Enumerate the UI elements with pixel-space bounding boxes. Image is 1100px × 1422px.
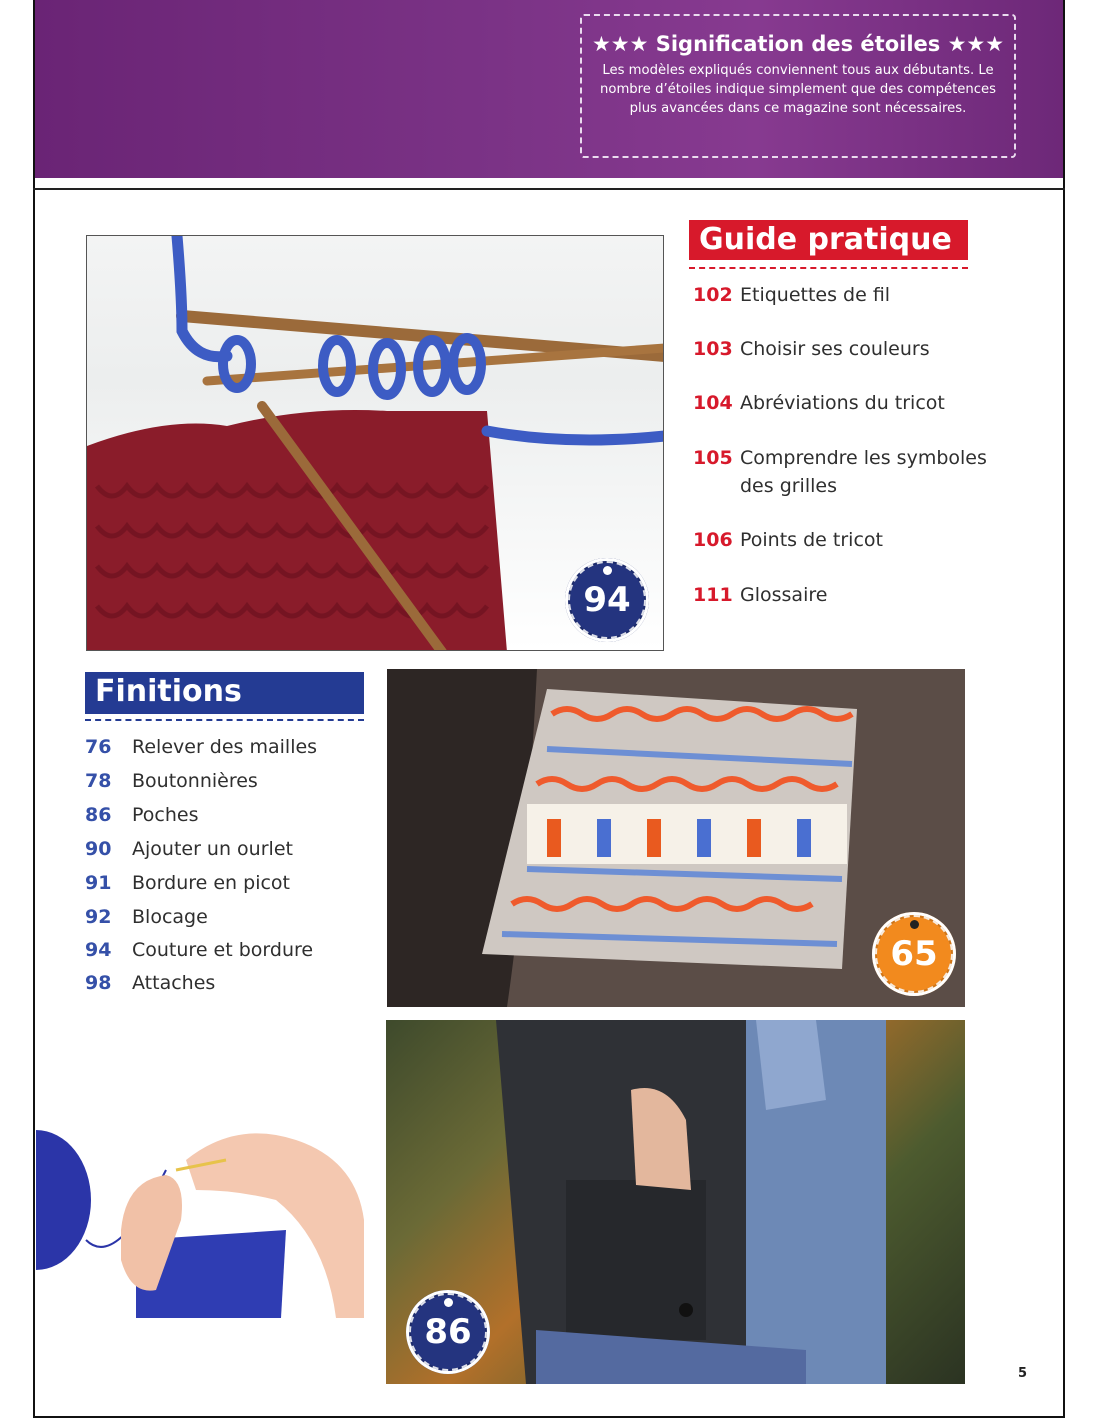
topic-label: Ajouter un ourlet (132, 838, 293, 860)
finitions-heading: Finitions (85, 672, 364, 714)
guide-divider (689, 267, 968, 269)
page-number: 86 (85, 804, 112, 826)
page-number: 91 (85, 872, 112, 894)
topic-label: Attaches (132, 972, 216, 994)
page-number: 106 (693, 529, 733, 551)
topic-label: Comprendre les symboles (740, 447, 987, 469)
topic-label: Poches (132, 804, 199, 826)
page-number: 111 (693, 584, 733, 606)
badge-dot (910, 920, 919, 929)
page-number: 76 (85, 736, 112, 758)
topic-label: Bordure en picot (132, 872, 290, 894)
finitions-divider (85, 719, 364, 721)
topic-label: Abréviations du tricot (740, 392, 945, 414)
page-number: 104 (693, 392, 733, 414)
topic-label: Boutonnières (132, 770, 258, 792)
stars-description: Les modèles expliqués conviennent tous aux débutants. Le nombre d’étoiles indique simplement que des compétences plus avancées dans ce magazine sont nécessaires. (600, 63, 996, 116)
cardigan-pocket-photo (386, 1020, 965, 1384)
topic-label: Points de tricot (740, 529, 883, 551)
page-number-footer: 5 (1018, 1366, 1028, 1381)
topic-label: Choisir ses couleurs (740, 338, 930, 360)
topic-label: Glossaire (740, 584, 828, 606)
badge-number: 94 (583, 580, 631, 620)
page-badge-94 (565, 558, 649, 642)
guide-pratique-heading: Guide pratique (689, 220, 968, 260)
banner-divider (33, 188, 1065, 190)
badge-dot (444, 1298, 453, 1307)
hands-knitting-photo (36, 1120, 364, 1318)
badge-number: 86 (424, 1312, 472, 1352)
page-number: 102 (693, 284, 733, 306)
topic-label: Blocage (132, 906, 208, 928)
stars-title: ★★★ Signification des étoiles ★★★ (591, 32, 1005, 56)
page-number: 94 (85, 939, 112, 961)
topic-label: Relever des mailles (132, 736, 318, 758)
page-badge-86 (406, 1290, 490, 1374)
knitting-needles-photo (86, 235, 664, 651)
fair-isle-cushion-photo (387, 669, 965, 1007)
badge-dot (603, 566, 612, 575)
hands-knitting-illustration (36, 1120, 364, 1318)
page-number: 92 (85, 906, 112, 928)
page-badge-65 (872, 912, 956, 996)
topic-label: Etiquettes de fil (740, 284, 891, 306)
topic-label: Couture et bordure (132, 939, 314, 961)
stars-info-box (580, 14, 1016, 158)
page-number: 103 (693, 338, 733, 360)
page-number: 105 (693, 447, 733, 469)
topic-label-continued: des grilles (740, 475, 837, 497)
page-number: 78 (85, 770, 112, 792)
page-number: 98 (85, 972, 112, 994)
badge-number: 65 (890, 934, 938, 974)
page-number: 90 (85, 838, 112, 860)
